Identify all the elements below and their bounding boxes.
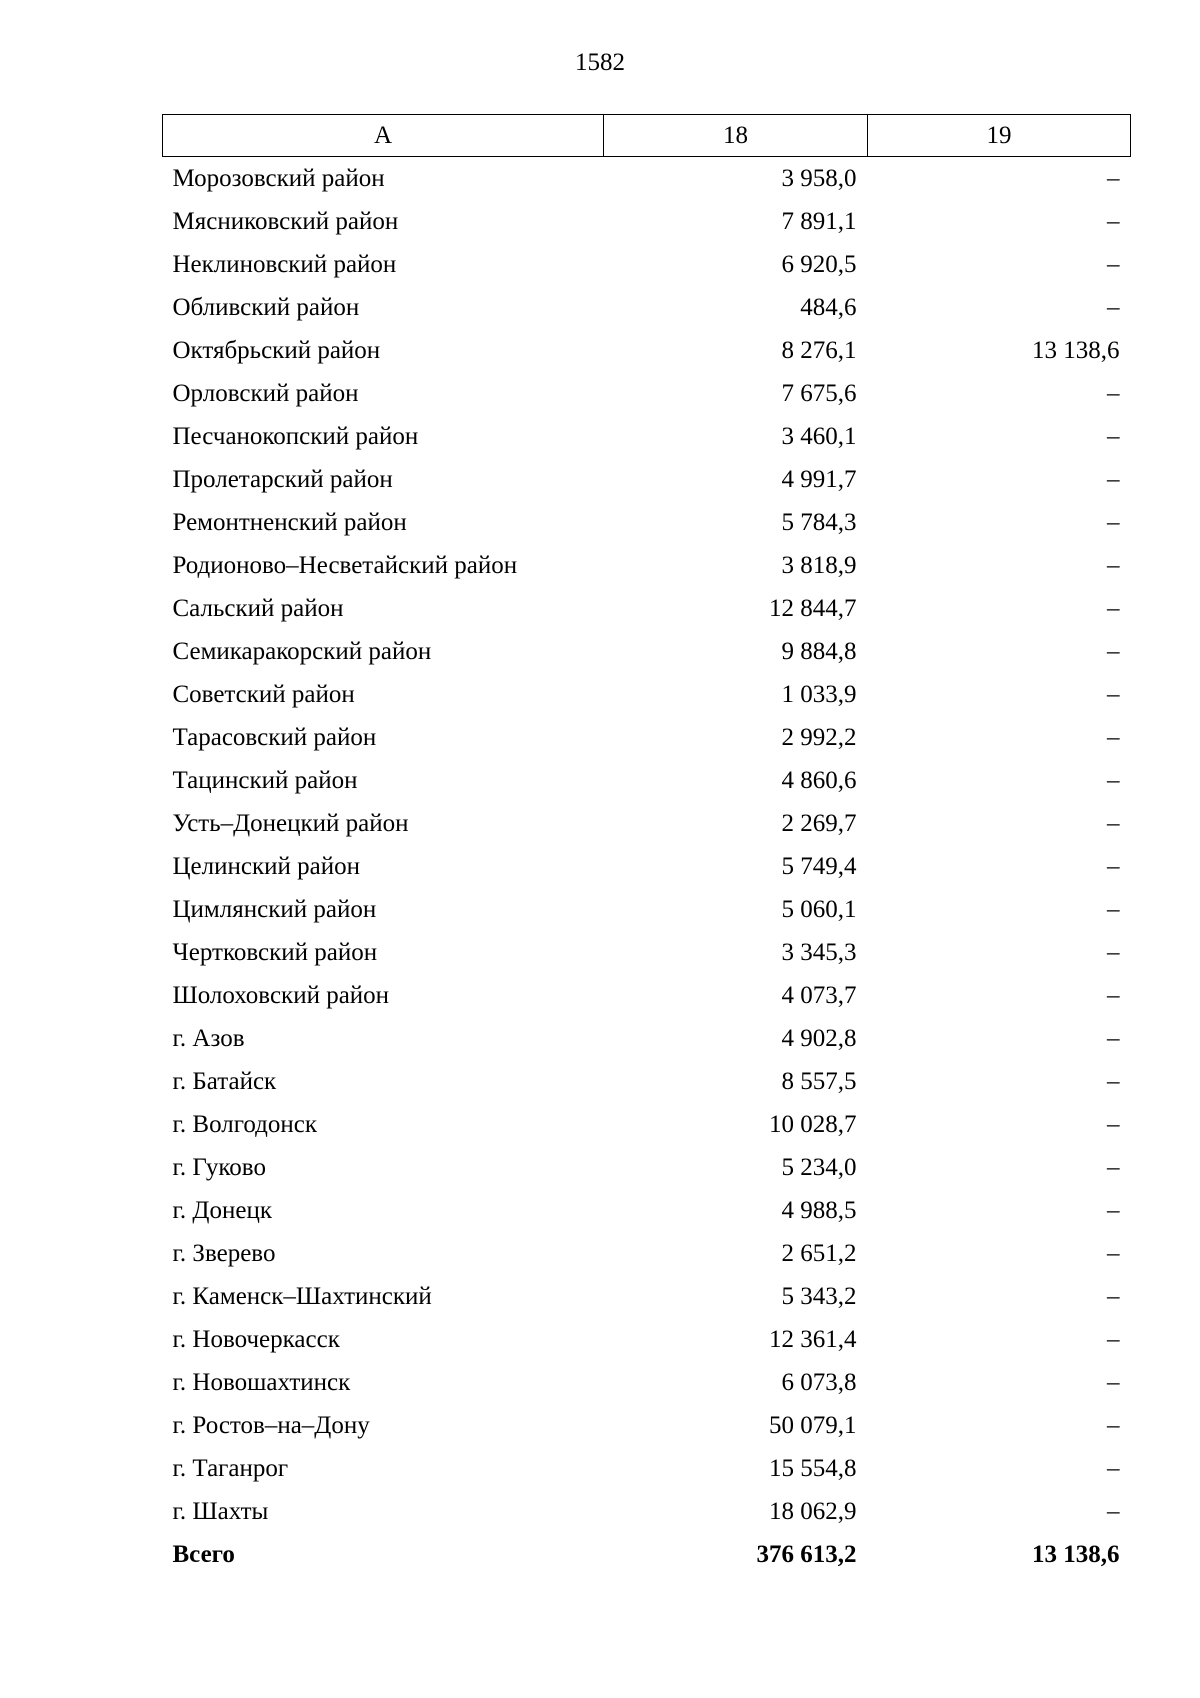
row-name: Морозовский район xyxy=(172,165,385,192)
row-value-18: 8 276,1 xyxy=(781,337,857,364)
table-row xyxy=(163,286,1131,329)
row-value-18: 7 891,1 xyxy=(781,208,857,235)
row-value-18: 8 557,5 xyxy=(781,1068,857,1095)
row-value-18: 6 073,8 xyxy=(781,1369,857,1396)
row-value-18: 3 958,0 xyxy=(781,165,857,192)
row-name: Песчанокопский район xyxy=(172,423,419,450)
row-name: Цимлянский район xyxy=(172,896,377,923)
row-value-18: 3 818,9 xyxy=(781,552,857,579)
row-value-18: 9 884,8 xyxy=(781,638,857,665)
row-name: Сальский район xyxy=(172,595,344,622)
column-header-19: 19 xyxy=(868,115,1131,157)
table-row xyxy=(163,243,1131,286)
row-value-19: – xyxy=(1107,1369,1120,1396)
table-row xyxy=(163,1232,1131,1275)
row-value-18: 4 073,7 xyxy=(781,982,857,1009)
row-name: Пролетарский район xyxy=(172,466,393,493)
row-value-18: 4 902,8 xyxy=(781,1025,857,1052)
data-table xyxy=(162,114,1131,1576)
row-name: г. Таганрог xyxy=(172,1455,289,1482)
row-name: г. Новочеркасск xyxy=(172,1326,340,1353)
row-name: Неклиновский район xyxy=(172,251,397,278)
table-row xyxy=(163,157,1131,201)
row-name: Тарасовский район xyxy=(172,724,377,751)
row-value-19: – xyxy=(1107,1240,1120,1267)
table-row xyxy=(163,587,1131,630)
column-header-18: 18 xyxy=(604,115,868,157)
row-name: Целинский район xyxy=(172,853,360,880)
row-value-19: – xyxy=(1107,724,1120,751)
row-value-19: – xyxy=(1107,853,1120,880)
row-name: Ремонтненский район xyxy=(172,509,407,536)
row-value-19: – xyxy=(1107,466,1120,493)
table-row xyxy=(163,974,1131,1017)
row-value-19: – xyxy=(1107,767,1120,794)
table-row xyxy=(163,673,1131,716)
table-body xyxy=(163,157,1131,1577)
row-value-18: 2 651,2 xyxy=(781,1240,857,1267)
table-row xyxy=(163,372,1131,415)
row-name: Советский район xyxy=(172,681,355,708)
row-name: г. Азов xyxy=(172,1025,245,1052)
row-value-18: 1 033,9 xyxy=(781,681,857,708)
table-row xyxy=(163,1146,1131,1189)
row-value-19: – xyxy=(1107,982,1120,1009)
row-value-19: – xyxy=(1107,1283,1120,1310)
row-value-18: 3 345,3 xyxy=(781,939,857,966)
row-value-19: – xyxy=(1107,165,1120,192)
row-value-19: – xyxy=(1107,251,1120,278)
row-name: г. Новошахтинск xyxy=(172,1369,351,1396)
table-row xyxy=(163,759,1131,802)
row-name: г. Волгодонск xyxy=(172,1111,318,1138)
table-row xyxy=(163,1060,1131,1103)
row-value-18: 4 991,7 xyxy=(781,466,857,493)
row-value-18: 10 028,7 xyxy=(769,1111,857,1138)
row-name: Тацинский район xyxy=(172,767,358,794)
row-value-18: 5 060,1 xyxy=(781,896,857,923)
row-value-18: 3 460,1 xyxy=(781,423,857,450)
row-value-18: 5 749,4 xyxy=(781,853,857,880)
row-name: Октябрьский район xyxy=(172,337,381,364)
table-row xyxy=(163,200,1131,243)
row-value-19: – xyxy=(1107,638,1120,665)
row-value-18: 484,6 xyxy=(800,294,857,321)
row-value-19: – xyxy=(1107,380,1120,407)
row-value-19: – xyxy=(1107,595,1120,622)
row-value-18: 5 234,0 xyxy=(781,1154,857,1181)
total-row xyxy=(163,1533,1131,1576)
row-value-19: – xyxy=(1107,681,1120,708)
total-value-19: 13 138,6 xyxy=(1032,1541,1120,1568)
row-name: Усть–Донецкий район xyxy=(172,810,409,837)
row-value-18: 12 361,4 xyxy=(769,1326,857,1353)
row-value-19: – xyxy=(1107,939,1120,966)
row-value-19: – xyxy=(1107,1111,1120,1138)
table-row xyxy=(163,329,1131,372)
row-value-18: 18 062,9 xyxy=(769,1498,857,1525)
page-number: 1582 xyxy=(575,49,625,76)
row-name: г. Гуково xyxy=(172,1154,266,1181)
table-row xyxy=(163,802,1131,845)
row-value-19: – xyxy=(1107,1412,1120,1439)
table-row xyxy=(163,1275,1131,1318)
table-row xyxy=(163,630,1131,673)
row-value-19: – xyxy=(1107,1498,1120,1525)
row-value-18: 4 860,6 xyxy=(781,767,857,794)
row-value-19: – xyxy=(1107,1154,1120,1181)
table-row xyxy=(163,1361,1131,1404)
table-row xyxy=(163,458,1131,501)
row-value-18: 7 675,6 xyxy=(781,380,857,407)
row-name: Родионово–Несветайский район xyxy=(172,552,518,579)
table-row xyxy=(163,1490,1131,1533)
row-name: Орловский район xyxy=(172,380,359,407)
row-value-19: – xyxy=(1107,1326,1120,1353)
row-name: Шолоховский район xyxy=(172,982,390,1009)
row-name: г. Батайск xyxy=(172,1068,277,1095)
row-name: Семикаракорский район xyxy=(172,638,432,665)
row-value-19: – xyxy=(1107,552,1120,579)
table-row xyxy=(163,845,1131,888)
table-row xyxy=(163,1189,1131,1232)
table-row xyxy=(163,888,1131,931)
table-row xyxy=(163,1103,1131,1146)
total-value-18: 376 613,2 xyxy=(756,1541,857,1568)
table-row xyxy=(163,716,1131,759)
row-name: г. Каменск–Шахтинский xyxy=(172,1283,432,1310)
row-value-19: – xyxy=(1107,1068,1120,1095)
table-row xyxy=(163,415,1131,458)
row-value-18: 2 269,7 xyxy=(781,810,857,837)
row-value-19: – xyxy=(1107,509,1120,536)
table-header-row xyxy=(163,115,1131,157)
table-row xyxy=(163,931,1131,974)
row-value-18: 2 992,2 xyxy=(781,724,857,751)
row-value-19: 13 138,6 xyxy=(1032,337,1120,364)
column-header-a: А xyxy=(163,115,604,157)
row-value-18: 4 988,5 xyxy=(781,1197,857,1224)
row-name: г. Шахты xyxy=(172,1498,269,1525)
row-value-18: 6 920,5 xyxy=(781,251,857,278)
row-value-18: 50 079,1 xyxy=(769,1412,857,1439)
table-row xyxy=(163,1447,1131,1490)
row-value-18: 5 343,2 xyxy=(781,1283,857,1310)
row-value-19: – xyxy=(1107,208,1120,235)
total-label: Всего xyxy=(172,1541,235,1568)
row-value-19: – xyxy=(1107,423,1120,450)
row-value-19: – xyxy=(1107,1455,1120,1482)
table-row xyxy=(163,1017,1131,1060)
row-value-18: 15 554,8 xyxy=(769,1455,857,1482)
row-value-19: – xyxy=(1107,294,1120,321)
row-name: г. Ростов–на–Дону xyxy=(172,1412,370,1439)
table-row xyxy=(163,1404,1131,1447)
table-row xyxy=(163,501,1131,544)
row-value-19: – xyxy=(1107,1025,1120,1052)
row-value-18: 5 784,3 xyxy=(781,509,857,536)
row-value-18: 12 844,7 xyxy=(769,595,857,622)
row-name: г. Донецк xyxy=(172,1197,272,1224)
row-name: Обливский район xyxy=(172,294,360,321)
row-value-19: – xyxy=(1107,810,1120,837)
row-name: Мясниковский район xyxy=(172,208,399,235)
row-name: Чертковский район xyxy=(172,939,378,966)
row-name: г. Зверево xyxy=(172,1240,276,1267)
row-value-19: – xyxy=(1107,1197,1120,1224)
table-row xyxy=(163,544,1131,587)
table-row xyxy=(163,1318,1131,1361)
row-value-19: – xyxy=(1107,896,1120,923)
